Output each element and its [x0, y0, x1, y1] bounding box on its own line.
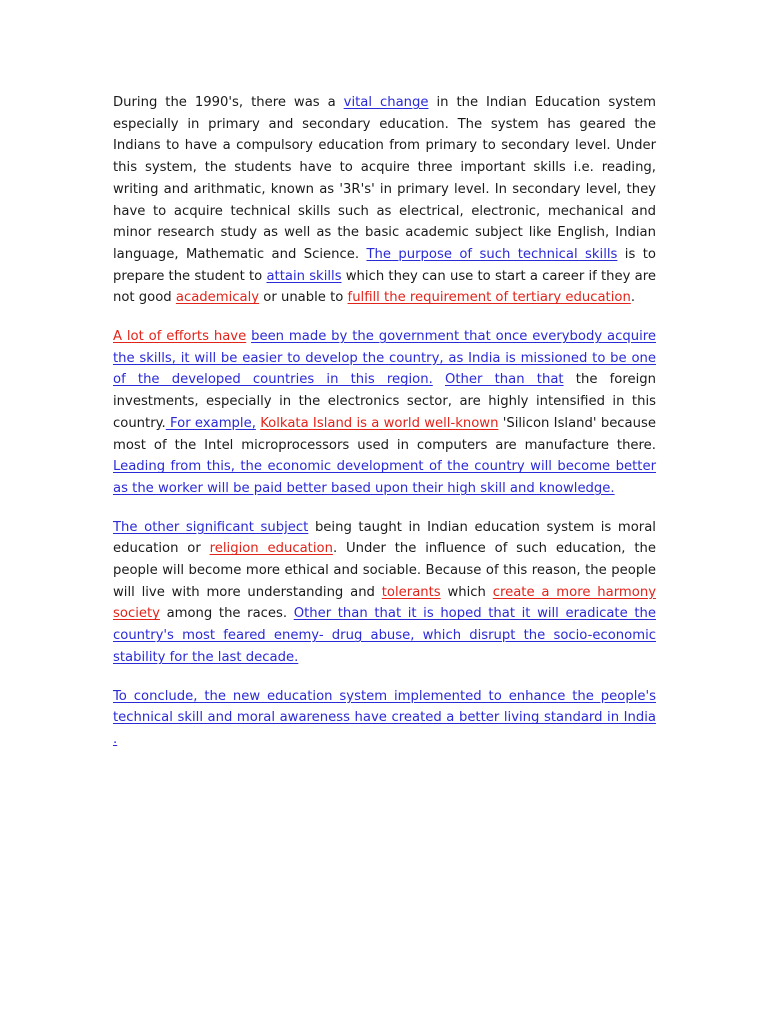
text-segment: is to prepare the student to [113, 246, 656, 284]
text-segment: 'Silicon Island' because most of the Intel microprocessors used in computers are manufacture there. [113, 415, 656, 453]
underlined-red-phrase: create a more harmony society [113, 584, 656, 622]
underlined-red-phrase: academicaly [175, 290, 260, 306]
paragraph-3 [113, 517, 656, 669]
underlined-blue-phrase: been made by the government that once everybody acquire the skills, it will be easier to develop the country, as India is missioned to be one of the developed countries in this region. [113, 329, 656, 388]
paragraph-1 [113, 92, 656, 309]
underlined-blue-phrase: attain skills [266, 268, 342, 284]
text-segment: During the 1990's, there was a [113, 95, 344, 110]
underlined-red-phrase: fulfill the requirement of tertiary education [347, 290, 631, 306]
underlined-blue-phrase: The purpose of such technical skills [366, 246, 618, 262]
paragraph-2 [113, 326, 656, 500]
document-page [113, 92, 656, 768]
underlined-red-phrase: tolerants [381, 584, 441, 600]
text-segment: among the races. [159, 606, 294, 622]
underlined-red-phrase: religion education [209, 541, 333, 557]
underlined-blue-phrase: Leading from this, the economic development of the country will become better as the worker will be paid better based upon their high skill and knowledge. [113, 459, 656, 496]
text-segment: being taught in Indian education system is moral education or [113, 519, 656, 557]
underlined-blue-phrase: Other than that [445, 372, 564, 388]
text-segment: the foreign investments, especially in the electronics sector, are highly intensified in this country. [113, 372, 656, 431]
text-segment: which they can use to start a career if they are not good [113, 268, 656, 306]
underlined-blue-phrase: The other significant subject [113, 519, 309, 535]
underlined-blue-phrase: For example, [165, 415, 256, 431]
text-segment: . Under the influence of such education, the people will become more ethical and sociable. Because of this reason, the people will live with more understanding and [113, 541, 656, 600]
underlined-blue-phrase: vital change [343, 95, 429, 110]
text-segment: which [440, 584, 493, 600]
paragraph-4 [113, 686, 656, 751]
text-segment: in the Indian Education system especially in primary and secondary education. The system has geared the Indians to have a compulsory education from primary to secondary level. Under this system, the students have to acquire three important skills i.e. reading, writing and arithmatic, known as '3R's' in primary level. In secondary level, they have to acquire technical skills such as electrical, electronic, mechanical and minor research study as well as the basic academic subject like English, Indian language, Mathematic and Science. [113, 95, 656, 262]
underlined-red-phrase: A lot of efforts have [113, 329, 247, 345]
underlined-blue-phrase: Other than that it is hoped that it will eradicate the country's most feared enemy- drug abuse, which disrupt the socio-economic stability for the last decade. [113, 606, 656, 665]
text-segment: or unable to [259, 290, 348, 306]
underlined-blue-phrase: To conclude, the new education system implemented to enhance the people's technical skill and moral awareness have created a better living standard in India . [113, 688, 656, 747]
text-segment [433, 372, 445, 387]
underlined-red-phrase: Kolkata Island is a world well-known [260, 415, 499, 431]
text-segment: . [630, 290, 636, 306]
